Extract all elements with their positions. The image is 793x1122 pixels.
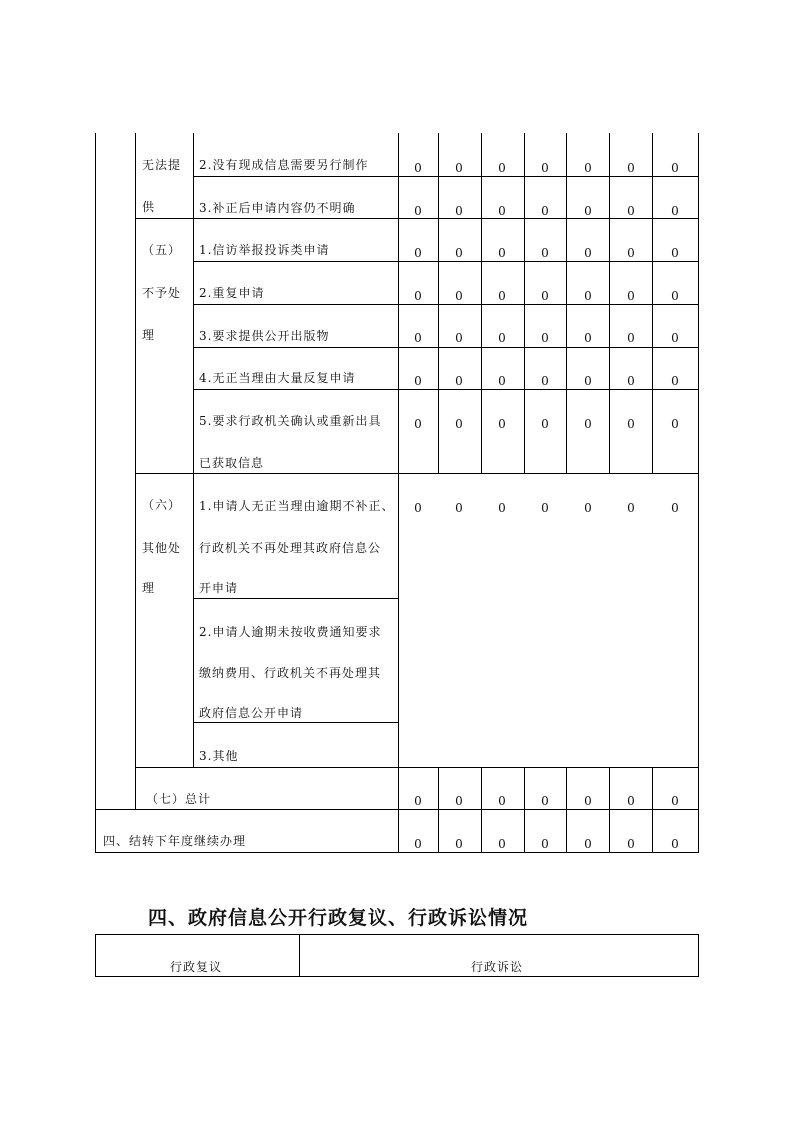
other-row-3-label: 3.其他	[199, 749, 239, 763]
total-value-cell: 0	[541, 794, 549, 808]
value-cell: 0	[627, 501, 635, 515]
document-page: 无法提 供 （五） 不予处 理 （六） 其他处 理 2.没有现成信息需要另行制作 3.补正后申请内容仍不明确 1.信访举报投诉类申请 2.重复申请 3.要求提供公开出版物 4.无正当理由大量反复申请 5.要求行政机关确认或重新出具 已获取信息 1.申请人无正当理由逾期不补正、 行政机关不再处理其政府信息公 开申请 2.申请人逾期未按收费通知要求 缴纳费用、行政机关不再处理其 政府信息公开申请 3.其他 （七）总计 四、结转下年度继续办理 0 0 0 0 0 0 0 0 0 0 0 0 0 0 0 0 0 0 0 0 0 0 0 0 0 0 0 0 0 0 0 0 0 0 0 0 0 0 0 0 0 0 0 0 0 0 0 0 0 0 0 0 0 0 0 0 0 0 0 0 0 0 0 0 0 0 0 0 0 0 四、政府信息公开行政复议、行政诉讼情况 行政复议 行政诉讼	[0, 0, 793, 1122]
value-cell: 0	[414, 246, 422, 260]
carry-over-value-cell: 0	[584, 837, 592, 851]
value-cell: 0	[671, 161, 679, 175]
value-cell: 0	[541, 374, 549, 388]
value-cell: 0	[584, 417, 592, 431]
value-cell: 0	[498, 204, 506, 218]
value-cell: 0	[627, 331, 635, 345]
value-cell: 0	[414, 501, 422, 515]
row-label: 3.要求提供公开出版物	[199, 329, 330, 343]
col-header-review: 行政复议	[170, 960, 223, 974]
value-cell: 0	[541, 501, 549, 515]
value-cell: 0	[541, 204, 549, 218]
value-cell: 0	[455, 374, 463, 388]
value-cell: 0	[671, 204, 679, 218]
row-label: 3.补正后申请内容仍不明确	[199, 201, 356, 215]
carry-over-value-cell: 0	[671, 837, 679, 851]
value-cell: 0	[584, 204, 592, 218]
value-cell: 0	[671, 289, 679, 303]
value-cell: 0	[627, 289, 635, 303]
value-cell: 0	[498, 417, 506, 431]
carry-over-value-cell: 0	[498, 837, 506, 851]
total-value-cell: 0	[414, 794, 422, 808]
value-cell: 0	[414, 417, 422, 431]
value-cell: 0	[541, 246, 549, 260]
value-cell: 0	[671, 501, 679, 515]
value-cell: 0	[584, 246, 592, 260]
value-cell: 0	[627, 374, 635, 388]
carry-over-value-cell: 0	[414, 837, 422, 851]
value-cell: 0	[498, 331, 506, 345]
value-cell: 0	[671, 331, 679, 345]
value-cell: 0	[414, 374, 422, 388]
value-cell: 0	[584, 289, 592, 303]
value-cell: 0	[584, 374, 592, 388]
value-cell: 0	[498, 374, 506, 388]
value-cell: 0	[455, 204, 463, 218]
carry-over-value-cell: 0	[541, 837, 549, 851]
section-heading: 四、政府信息公开行政复议、行政诉讼情况	[148, 907, 529, 929]
value-cell: 0	[498, 289, 506, 303]
value-cell: 0	[584, 161, 592, 175]
value-cell: 0	[671, 246, 679, 260]
row-label: 2.重复申请	[199, 286, 265, 300]
value-cell: 0	[498, 161, 506, 175]
row-label: 4.无正当理由大量反复申请	[199, 371, 356, 385]
value-cell: 0	[455, 331, 463, 345]
value-cell: 0	[541, 331, 549, 345]
value-cell: 0	[627, 417, 635, 431]
value-cell: 0	[541, 289, 549, 303]
value-cell: 0	[455, 246, 463, 260]
total-value-cell: 0	[627, 794, 635, 808]
value-cell: 0	[455, 161, 463, 175]
value-cell: 0	[671, 374, 679, 388]
value-cell: 0	[584, 331, 592, 345]
carry-over-value-cell: 0	[627, 837, 635, 851]
row-label: 2.没有现成信息需要另行制作	[199, 158, 369, 172]
row-label: 1.信访举报投诉类申请	[199, 243, 330, 257]
value-cell: 0	[414, 161, 422, 175]
value-cell: 0	[455, 289, 463, 303]
total-label: （七）总计	[146, 792, 212, 806]
col-header-litigation: 行政诉讼	[471, 960, 524, 974]
value-cell: 0	[671, 417, 679, 431]
value-cell: 0	[627, 204, 635, 218]
value-cell: 0	[541, 417, 549, 431]
value-cell: 0	[414, 289, 422, 303]
value-cell: 0	[627, 246, 635, 260]
value-cell: 0	[627, 161, 635, 175]
value-cell: 0	[584, 501, 592, 515]
value-cell: 0	[455, 501, 463, 515]
total-value-cell: 0	[671, 794, 679, 808]
value-cell: 0	[541, 161, 549, 175]
value-cell: 0	[414, 331, 422, 345]
total-value-cell: 0	[584, 794, 592, 808]
value-cell: 0	[455, 417, 463, 431]
value-cell: 0	[414, 204, 422, 218]
total-value-cell: 0	[498, 794, 506, 808]
carry-over-value-cell: 0	[455, 837, 463, 851]
total-value-cell: 0	[455, 794, 463, 808]
value-cell: 0	[498, 246, 506, 260]
carry-over-label: 四、结转下年度继续办理	[103, 834, 247, 848]
value-cell: 0	[498, 501, 506, 515]
